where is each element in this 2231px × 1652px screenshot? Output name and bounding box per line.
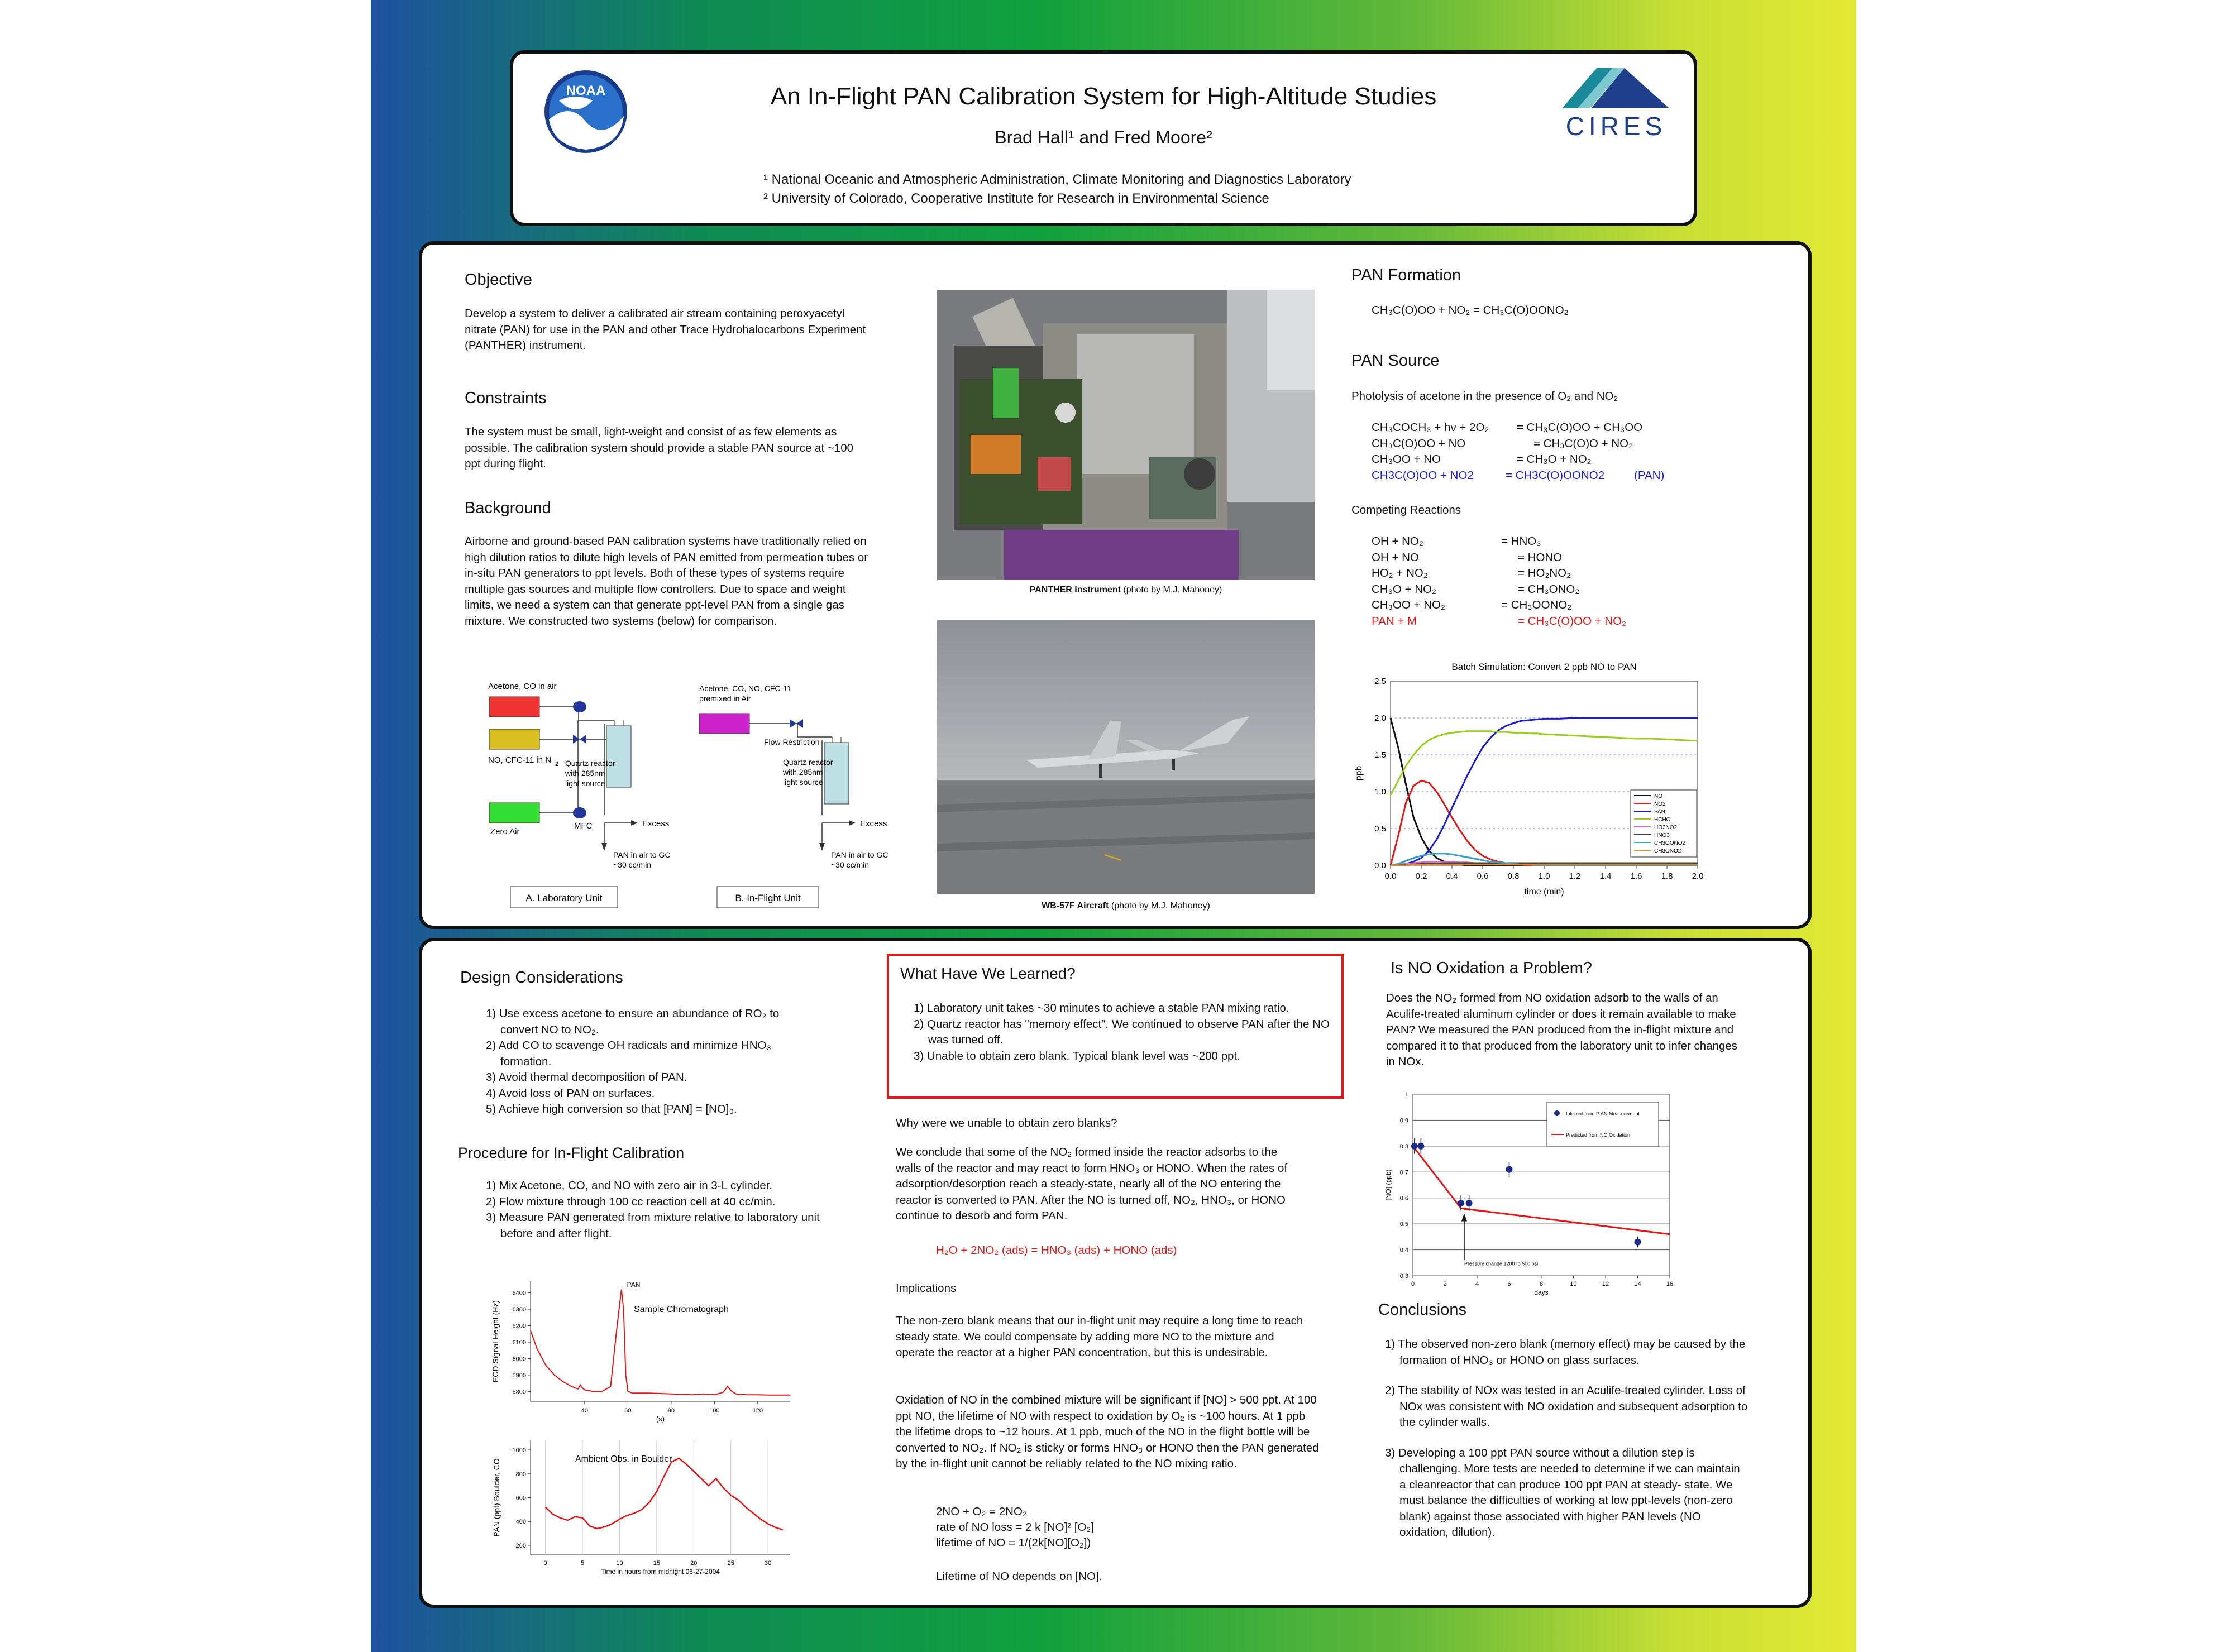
x-tick-label: 2.0 <box>1692 872 1704 881</box>
diagA-out-l1: PAN in air to GC <box>613 850 671 859</box>
implications-eq2: rate of NO loss = 2 k [NO]² [O₂] <box>936 1521 1095 1534</box>
diagB-out-l2: ~30 cc/min <box>831 860 870 869</box>
competing-right: = HNO₃ <box>1501 535 1541 548</box>
x-tick-label: 0.4 <box>1446 872 1458 881</box>
y-tick-label: 800 <box>515 1471 526 1478</box>
diagA-valve-1 <box>573 701 586 712</box>
predicted-no-line <box>1413 1146 1670 1234</box>
learned-heading: What Have We Learned? <box>900 965 1076 982</box>
x-tick-label: 0.0 <box>1384 872 1397 881</box>
implications-final: Lifetime of NO depends on [NO]. <box>936 1570 1102 1583</box>
in-flight-unit-diagram <box>698 676 910 910</box>
y-tick-label: 400 <box>515 1519 526 1526</box>
y-tick-label: 5800 <box>512 1388 526 1396</box>
poster-title: An In-Flight PAN Calibration System for High-Altitude Studies <box>770 83 1437 110</box>
y-tick-label: 0.3 <box>1399 1273 1408 1280</box>
x-tick-label: 0.2 <box>1415 872 1427 881</box>
y-tick-label: 200 <box>515 1542 526 1549</box>
implications-eq3: lifetime of NO = 1/(2k[NO][O₂]) <box>936 1536 1091 1549</box>
design-item: 5) Achieve high conversion so that [PAN] = [NO]₀. <box>486 1103 737 1115</box>
legend-swatch <box>1554 1110 1560 1116</box>
conclusions-list <box>1379 1337 1748 1541</box>
x-tick-label: 10 <box>616 1560 623 1567</box>
x-tick-label: 20 <box>690 1560 698 1567</box>
measured-no-point <box>1635 1239 1641 1246</box>
panther-caption-title: PANTHER Instrument <box>1029 585 1121 595</box>
learned-item: 3) Unable to obtain zero blank. Typical blank level was ~200 ppt. <box>914 1049 1240 1062</box>
diagA-src3-label: Zero Air <box>490 827 520 836</box>
legend-entry: NO <box>1654 793 1662 799</box>
y-tick-label: 0.5 <box>1399 1221 1408 1228</box>
implications-p1: The non-zero blank means that our in-flight unit may require a long time to reach steady state. We could compensate by adding more NO to the mixture and operate the reactor at a higher PAN concentration, but this is undesirable. <box>896 1314 1303 1359</box>
conclusion-item: 2) The stability of NOx was tested in an Aculife-treated cylinder. Loss of NOx was consistent with NO oxidation and subsequent adsorption to the cylinder walls. <box>1385 1384 1748 1429</box>
diagB-src-l1: Acetone, CO, NO, CFC-11 <box>699 684 791 693</box>
affiliation-1: ¹ National Oceanic and Atmospheric Administration, Climate Monitoring and Diagnostics Laboratory <box>763 172 1351 187</box>
diagB-src-l2: premixed in Air <box>699 694 751 703</box>
legend-entry: HNO3 <box>1654 832 1670 839</box>
background-heading: Background <box>465 499 551 517</box>
legend-entry: NO2 <box>1654 801 1666 807</box>
batch-simulation-chart <box>1346 659 1726 916</box>
diagA-reactor-l3: light source <box>565 779 605 788</box>
x-tick-label: 100 <box>709 1407 720 1414</box>
x-tick-label: 8 <box>1539 1281 1544 1287</box>
measured-no-point <box>1466 1200 1473 1206</box>
procedure-list <box>480 1178 838 1242</box>
affiliation-2: ² University of Colorado, Cooperative Institute for Research in Environmental Science <box>763 191 1269 206</box>
x-axis-label: time (min) <box>1524 887 1564 897</box>
x-tick-label: 1.2 <box>1569 872 1581 881</box>
x-tick-label: 0.8 <box>1507 872 1520 881</box>
y-axis-label: [NO] (ppb) <box>1384 1169 1392 1201</box>
diagA-excess-label: Excess <box>642 819 670 829</box>
competing-left: OH + NO <box>1372 550 1419 564</box>
reaction-left: CH₃OO + NO <box>1372 453 1441 466</box>
design-item: 3) Avoid thermal decomposition of PAN. <box>486 1071 687 1084</box>
procedure-item: 1) Mix Acetone, CO, and NO with zero air in 3-L cylinder. <box>486 1179 773 1192</box>
design-item: 2) Add CO to scavenge OH radicals and minimize HNO₃ formation. <box>486 1039 771 1068</box>
x-axis-label: (s) <box>656 1415 665 1423</box>
header-box <box>510 50 1697 226</box>
y-tick-label: 0.5 <box>1374 824 1386 834</box>
competing-reactions <box>1372 534 1796 634</box>
conclusion-item: 1) The observed non-zero blank (memory effect) may be caused by the formation of HNO₃ or HONO on glass surfaces. <box>1385 1338 1746 1367</box>
measured-no-point <box>1411 1143 1418 1150</box>
x-tick-label: 40 <box>581 1407 588 1414</box>
diagB-premix-cylinder <box>699 714 749 734</box>
design-list <box>480 1006 810 1118</box>
legend-box <box>1547 1102 1659 1147</box>
diagA-reactor-l2: with 285nm <box>565 769 605 778</box>
reaction-left: CH₃COCH₃ + hν + 2O₂ <box>1372 421 1489 434</box>
legend-entry: CH3OONO2 <box>1654 840 1686 846</box>
diagA-acetone-cylinder <box>489 697 539 717</box>
reaction-left: CH₃C(O)OO + NO <box>1372 437 1466 450</box>
legend-entry: HO2NO2 <box>1654 825 1678 831</box>
implications-p2: Oxidation of NO in the combined mixture will be significant if [NO] > 500 ppt. At 100 ppt NO, the lifetime of NO with respect to oxidation by O₂ is ~100 hours. At 1 ppb the lifetime drops to ~12 hours. At 1 ppb, much of the NO in the flight bottle will be converted to NO₂. If NO₂ is sticky or forms HNO₃ or HONO then the PAN generated by the in-flight unit cannot be reliably related to the NO mixing ratio. <box>896 1394 1319 1470</box>
x-tick-label: 60 <box>624 1407 632 1414</box>
diagA-src2-sub: 2 <box>555 761 559 768</box>
diagB-reactor-l2: with 285nm <box>783 768 823 777</box>
procedure-item: 2) Flow mixture through 100 cc reaction cell at 40 cc/min. <box>486 1195 776 1208</box>
wb57f-aircraft-photo <box>937 620 1315 894</box>
poster-authors: Brad Hall¹ and Fred Moore² <box>995 127 1212 147</box>
x-tick-label: 0 <box>543 1560 547 1567</box>
x-tick-label: 1.0 <box>1538 872 1550 881</box>
measured-no-point <box>1458 1200 1464 1206</box>
diagB-excess-label: Excess <box>860 819 887 829</box>
ambient-observations-chart <box>486 1429 799 1580</box>
chart-title: Ambient Obs. in Boulder <box>575 1454 672 1464</box>
legend-entry: HCHO <box>1654 817 1671 823</box>
x-tick-label: 30 <box>765 1560 772 1567</box>
sample-chromatograph-chart <box>486 1267 799 1423</box>
y-tick-label: 6000 <box>512 1356 526 1363</box>
x-axis-label: Time in hours from midnight 06-27-2004 <box>601 1568 720 1576</box>
y-tick-label: 1.0 <box>1374 787 1386 797</box>
x-tick-label: 1.8 <box>1661 872 1673 881</box>
x-tick-label: 4 <box>1475 1281 1479 1287</box>
diagA-out-l2: ~30 cc/min <box>613 860 652 869</box>
y-tick-label: 0.6 <box>1399 1195 1408 1202</box>
x-tick-label: 2 <box>1443 1281 1447 1287</box>
competing-right: = HO₂NO₂ <box>1518 567 1571 580</box>
legend-entry: CH3ONO2 <box>1654 848 1681 854</box>
measured-no-point <box>1506 1166 1513 1173</box>
panther-caption-credit: (photo by M.J. Mahoney) <box>1123 585 1222 595</box>
annotation-arrowhead <box>1461 1214 1467 1222</box>
conclusions-heading: Conclusions <box>1378 1301 1466 1319</box>
competing-right: = CH₃OONO₂ <box>1501 598 1572 611</box>
competing-left: CH₃O + NO₂ <box>1372 582 1436 596</box>
y-tick-label: 1 <box>1404 1091 1408 1098</box>
y-tick-label: 0.9 <box>1399 1117 1408 1124</box>
chart-title: Batch Simulation: Convert 2 ppb NO to PAN <box>1451 662 1637 672</box>
legend-entry: Inferred from P AN Measurement <box>1566 1111 1640 1117</box>
x-tick-label: 1.6 <box>1630 872 1642 881</box>
x-tick-label: 80 <box>667 1407 675 1414</box>
measured-no-point <box>1417 1143 1424 1150</box>
competing-right: = HONO <box>1518 550 1563 564</box>
why-equation: H₂O + 2NO₂ (ads) = HNO₃ (ads) + HONO (ads) <box>936 1244 1177 1257</box>
competing-left: CH₃OO + NO₂ <box>1372 598 1445 611</box>
conclusion-item: 3) Developing a 100 ppt PAN source without a dilution step is challenging. More tests are needed to determine if we can maintain a cleanreactor that can produce 100 ppt PAN at steady- state. We must balance the difficulties of working at low ppt-levels (non-zero blank) against those associated with higher PAN levels (NO oxidation, dilution). <box>1385 1446 1740 1539</box>
reaction-right: = CH₃C(O)OO + CH₃OO <box>1517 421 1643 434</box>
reaction-right: = CH3C(O)OONO2 <box>1506 468 1605 482</box>
annotation-text: Pressure change 1200 to 500 psi <box>1464 1261 1539 1267</box>
diagA-src2-label: NO, CFC-11 in N <box>488 755 552 765</box>
x-tick-label: 120 <box>752 1407 763 1414</box>
series-line-hcho <box>1391 731 1698 796</box>
panther-instrument-photo <box>937 290 1315 580</box>
background-text: Airborne and ground-based PAN calibration systems have traditionally relied on high dilution ratios to dilute high levels of PAN emitted from permeation tubes or in-situ PAN generators to ppt levels. Both of these types of systems require multiple gas sources and multiple flow controllers. Due to space and weight limits, we need a system can that generate ppt-level PAN from a single gas mixture. We constructed two systems (below) for comparison. <box>465 535 868 628</box>
constraints-heading: Constraints <box>465 389 547 407</box>
noaa-logo-text: NOAA <box>566 83 606 98</box>
design-item: 1) Use excess acetone to ensure an abundance of RO₂ to convert NO to NO₂. <box>486 1007 780 1036</box>
panther-caption <box>937 585 1315 595</box>
learned-list <box>908 1000 1332 1064</box>
y-tick-label: 0.8 <box>1399 1143 1408 1150</box>
x-axis-label: days <box>1534 1289 1549 1296</box>
oxidation-heading: Is NO Oxidation a Problem? <box>1391 959 1593 977</box>
competing-left: OH + NO₂ <box>1372 535 1423 548</box>
chart-title: Sample Chromatograph <box>634 1305 729 1314</box>
learned-item: 1) Laboratory unit takes ~30 minutes to achieve a stable PAN mixing ratio. <box>914 1002 1289 1014</box>
x-tick-label: 6 <box>1507 1281 1511 1287</box>
legend-entry: Predicted from NO Oxidation <box>1566 1132 1631 1138</box>
y-tick-label: 6200 <box>512 1323 526 1330</box>
aircraft-caption-title: WB-57F Aircraft <box>1042 901 1109 911</box>
y-axis-label: ECD Signal Height (Hz) <box>491 1300 500 1383</box>
y-tick-label: 6100 <box>512 1339 526 1346</box>
ambient-pan-line <box>546 1458 783 1530</box>
competing-left: HO₂ + NO₂ <box>1372 567 1428 580</box>
x-tick-label: 5 <box>580 1560 585 1567</box>
x-tick-label: 14 <box>1634 1281 1641 1287</box>
aircraft-caption-credit: (photo by M.J. Mahoney) <box>1111 901 1210 911</box>
x-tick-label: 15 <box>653 1560 660 1567</box>
y-axis-label: ppb <box>1354 765 1364 781</box>
y-tick-label: 0.7 <box>1399 1169 1408 1176</box>
y-tick-label: 5900 <box>512 1372 526 1379</box>
x-tick-label: 16 <box>1666 1281 1674 1287</box>
reaction-pan-tag: (PAN) <box>1634 468 1665 482</box>
why-text: We conclude that some of the NO₂ formed inside the reactor adsorbs to the walls of the reactor and may react to form HNO₃ or HONO. When the rates of adsorption/desorption reach a steady-state, nearly all of the NO entering the reactor is converted to PAN. After the NO is turned off, NO₂, HNO₃, or HONO continue to desorb and form PAN. <box>896 1146 1288 1222</box>
diagB-reactor-l1: Quartz reactor <box>783 758 833 767</box>
aircraft-caption <box>937 901 1315 911</box>
y-axis-label: PAN (ppt) Boulder, CO <box>492 1458 501 1537</box>
competing-right: = CH₃C(O)OO + NO₂ <box>1518 614 1626 628</box>
procedure-heading: Procedure for In-Flight Calibration <box>458 1145 685 1161</box>
peak-label: PAN <box>627 1281 641 1289</box>
implications-heading: Implications <box>896 1282 957 1295</box>
x-tick-label: 0 <box>1411 1281 1415 1287</box>
laboratory-unit-diagram <box>480 676 692 910</box>
diagA-valve-2 <box>573 735 586 744</box>
diagB-flow-valve <box>790 719 803 728</box>
x-tick-label: 0.6 <box>1477 872 1489 881</box>
y-tick-label: 6300 <box>512 1306 526 1314</box>
diagA-mfc-label: MFC <box>574 821 593 831</box>
design-item: 4) Avoid loss of PAN on surfaces. <box>486 1086 655 1100</box>
procedure-item: 3) Measure PAN generated from mixture relative to laboratory unit before and after flight. <box>486 1211 820 1240</box>
oxidation-text: Does the NO₂ formed from NO oxidation adsorb to the walls of an Aculife-treated aluminum cylinder or does it remain available to make PAN? We measured the PAN produced from the in-flight mixture and compared it to that produced from the laboratory unit to infer changes in NOx. <box>1386 992 1738 1068</box>
diagB-reactor-l3: light source <box>783 778 823 787</box>
diagA-zero-air-cylinder <box>489 803 539 823</box>
learned-item: 2) Quartz reactor has "memory effect". We continued to observe PAN after the NO was turned off. <box>914 1017 1330 1046</box>
diagA-src1-label: Acetone, CO in air <box>488 682 557 691</box>
diagB-out-l1: PAN in air to GC <box>831 850 888 859</box>
reaction-right: = CH₃O + NO₂ <box>1517 453 1592 466</box>
diagB-flow-label: Flow Restriction <box>764 738 820 746</box>
why-heading: Why were we unable to obtain zero blanks? <box>896 1117 1117 1129</box>
pan-formation-eq: CH₃C(O)OO + NO₂ = CH₃C(O)OONO₂ <box>1372 304 1569 317</box>
pan-source-heading: PAN Source <box>1351 352 1440 370</box>
design-heading: Design Considerations <box>460 969 623 987</box>
x-tick-label: 25 <box>727 1560 734 1567</box>
x-tick-label: 1.4 <box>1599 872 1612 881</box>
competing-right: = CH₃ONO₂ <box>1518 582 1580 596</box>
legend-entry: PAN <box>1654 809 1665 815</box>
y-tick-label: 2.5 <box>1374 677 1386 686</box>
diagB-label: B. In-Flight Unit <box>735 893 801 903</box>
cires-logo <box>1558 59 1675 143</box>
diagA-label: A. Laboratory Unit <box>525 893 603 903</box>
constraints-text: The system must be small, light-weight and consist of as few elements as possible. The calibration system should provide a stable PAN source at ~100 ppt during flight. <box>465 425 854 470</box>
diagA-no-cylinder <box>489 729 539 749</box>
objective-text: Develop a system to deliver a calibrated air stream containing peroxyacetyl nitrate (PAN) for use in the PAN and other Trace Hydrohalocarbons Experiment (PANTHER) instrument. <box>465 307 866 352</box>
x-tick-label: 10 <box>1570 1281 1577 1287</box>
competing-left: PAN + M <box>1372 614 1417 628</box>
y-tick-label: 6400 <box>512 1290 526 1297</box>
competing-heading: Competing Reactions <box>1351 504 1461 516</box>
y-tick-label: 0.4 <box>1399 1247 1408 1254</box>
legend-box <box>1631 790 1697 857</box>
y-tick-label: 600 <box>515 1495 526 1502</box>
pan-source-intro: Photolysis of acetone in the presence of O₂ and NO₂ <box>1351 390 1618 403</box>
reaction-left: CH3C(O)OO + NO2 <box>1372 468 1474 482</box>
y-tick-label: 1.5 <box>1374 750 1386 760</box>
y-tick-label: 2.0 <box>1374 714 1386 723</box>
pan-formation-heading: PAN Formation <box>1351 266 1461 284</box>
diagA-reactor-l1: Quartz reactor <box>565 759 615 768</box>
cires-logo-text: CIRES <box>1565 112 1667 141</box>
no-oxidation-chart <box>1374 1083 1687 1301</box>
diagA-mfc-symbol <box>573 807 586 818</box>
diagA-quartz-reactor <box>606 726 631 787</box>
y-tick-label: 1000 <box>512 1447 526 1454</box>
reaction-right: = CH₃C(O)O + NO₂ <box>1533 437 1633 450</box>
objective-heading: Objective <box>465 271 532 289</box>
implications-eq1: 2NO + O₂ = 2NO₂ <box>936 1505 1027 1518</box>
diagB-quartz-reactor <box>824 743 849 804</box>
y-tick-label: 0.0 <box>1374 861 1386 870</box>
x-tick-label: 12 <box>1602 1281 1609 1287</box>
